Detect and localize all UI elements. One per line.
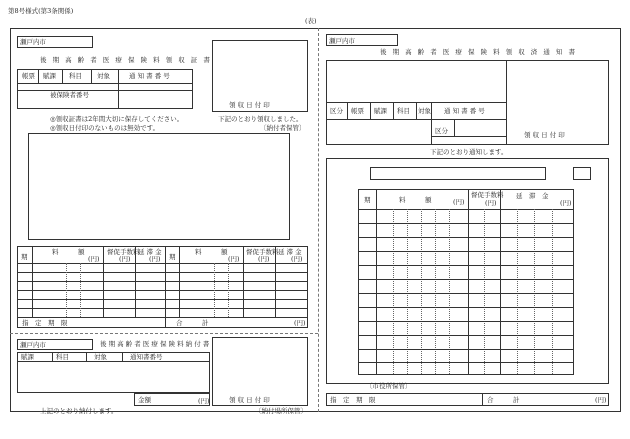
payment-amount-unit: (円) [198,397,210,405]
payment-paid-text: 上記のとおり納付します。 [40,407,118,415]
notice-fee-label: 督促手数料 [471,191,504,199]
receipt-late-label: 延 滞 金 [138,248,162,256]
receipt-amount-label-2: 料 額 [195,248,228,256]
notice-title: 後 期 高 齢 者 医 療 保 険 料 領 収 済 通 知 書 [380,48,577,56]
receipt-stamp-box [212,40,308,112]
notice-name-box [370,167,546,180]
notice-amount-label: 料 額 [399,196,432,204]
receipt-stamp-label: 領 収 日 付 印 [229,101,270,109]
notice-total-unit: (円) [595,396,607,404]
receipt-header-3: 対象 [97,72,110,80]
payment-stamp-label: 領 収 日 付 印 [229,396,270,404]
notice-due-label: 指 定 期 限 [330,396,376,404]
notice-header-1: 帳票 [351,107,364,115]
notice-header-2: 賦課 [374,107,387,115]
payment-header-3: 通知書番号 [130,353,163,361]
notice-period-label: 期 [364,196,371,204]
payment-amount-label: 金額 [138,396,151,404]
payment-header-0: 賦課 [21,353,34,361]
notice-small-box [573,167,591,180]
receipt-note-1: ◎領収証書は2年間大切に保存してください。 [50,115,184,123]
receipt-city-box [17,36,93,48]
receipt-note-2: ◎領収日付印のないものは無効です。 [50,124,160,132]
notice-kubun-label: 区分 [435,127,448,135]
notice-header-0: 区分 [330,107,343,115]
payment-city: 瀬戸内市 [20,341,46,349]
payment-title: 後 期 高 齢 者 医 療 保 険 料 納 付 書 [100,340,210,348]
receipt-city: 瀬戸内市 [20,38,46,46]
receipt-late-label-2: 延 滞 金 [278,248,302,256]
receipt-header-2: 科目 [69,72,82,80]
payment-copy-label: 〔納付場所保管〕 [255,407,307,415]
notice-fee-unit: (円) [485,199,497,207]
notice-copy-label: 〔市役所保管〕 [366,382,412,390]
payment-city-box [17,339,93,350]
receipt-total-unit: (円) [294,319,306,327]
notice-table [358,189,574,375]
receipt-fee-unit-2: (円) [258,255,270,263]
receipt-fee-unit: (円) [119,255,131,263]
notice-header-4: 対象 [418,107,431,115]
receipt-header-0: 帳票 [22,72,35,80]
notice-header-5: 通 知 書 番 号 [444,107,485,115]
payment-stamp-box [212,337,308,406]
receipt-amount-unit-2: (円) [228,255,240,263]
receipt-fee-label: 督促手数料 [107,248,140,256]
receipt-header-4: 通 知 書 番 号 [129,72,170,80]
notice-notify-text: 下記のとおり通知します。 [430,148,508,156]
receipt-period-label: 期 [21,253,28,261]
notice-footer-table [326,393,609,406]
payment-amount-box [134,393,210,406]
payment-header-table [17,352,210,393]
receipt-table [17,246,308,328]
notice-amount-unit: (円) [453,198,465,206]
receipt-period-label-2: 期 [169,253,176,261]
receipt-header-1: 賦課 [43,72,56,80]
notice-total-label: 合 計 [487,396,520,404]
receipt-title: 後 期 高 齢 者 医 療 保 険 料 領 収 証 書 [40,56,212,64]
receipt-due-label: 指 定 期 限 [22,319,68,327]
payment-header-1: 科目 [56,353,69,361]
receipt-header-table [17,69,193,109]
payment-header-2: 対象 [94,353,107,361]
receipt-amount-unit: (円) [88,255,100,263]
center-divider [318,28,319,412]
receipt-amount-label: 料 額 [52,248,85,256]
side-label: (表) [305,17,317,25]
receipt-copy-label: 〔納付者保管〕 [260,124,306,132]
insured-number-label: 被保険者番号 [50,91,89,99]
form-number: 第8号様式(第3条関係) [8,7,74,15]
receipt-total-label: 合 計 [176,319,209,327]
notice-late-label: 延 滞 金 [516,192,549,200]
notice-late-unit: (円) [560,199,572,207]
notice-header-3: 科目 [397,107,410,115]
receipt-received-text: 下記のとおり領収しました。 [218,115,303,123]
notice-city-box [326,34,398,46]
receipt-late-unit: (円) [149,255,161,263]
receipt-late-unit-2: (円) [291,255,303,263]
left-divider [10,333,318,334]
notice-city: 瀬戸内市 [329,37,355,45]
notice-stamp-label: 領 収 日 付 印 [524,131,565,139]
receipt-fee-label-2: 督促手数料 [246,248,279,256]
receipt-detail-area [28,133,290,240]
notice-header-table [326,60,609,145]
